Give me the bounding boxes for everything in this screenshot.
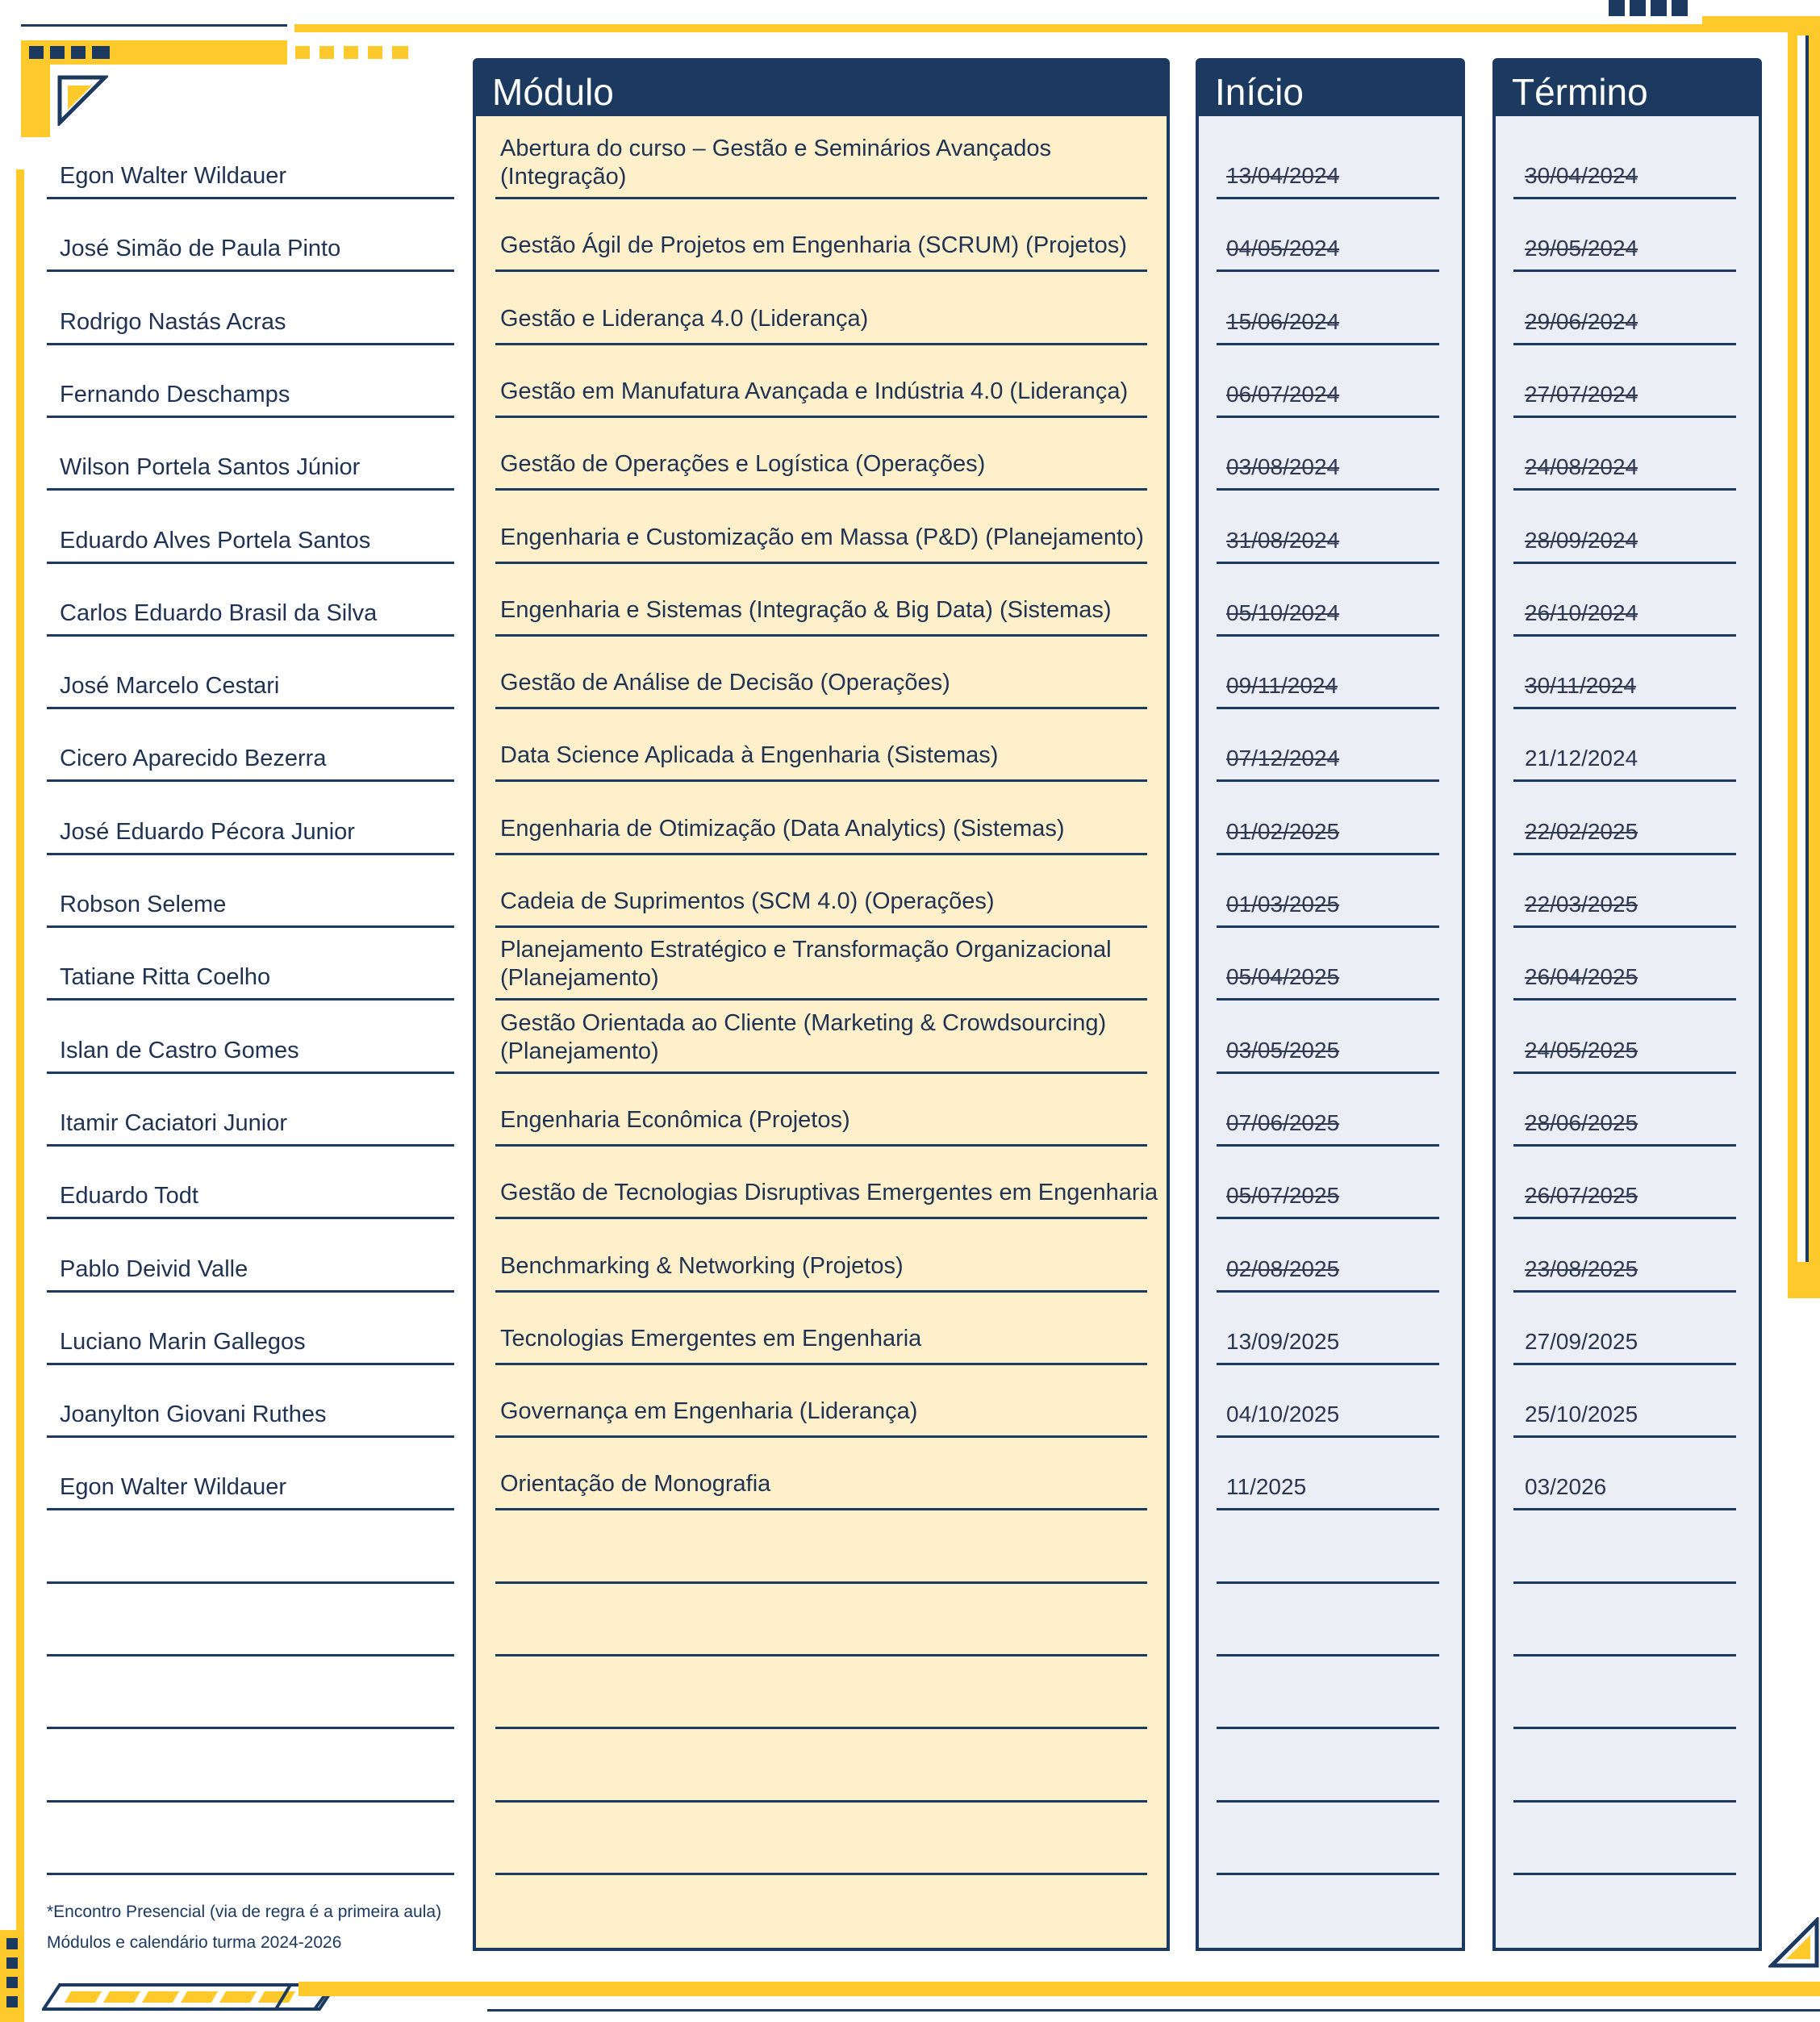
module-title: Governança em Engenharia (Liderança) (500, 1398, 918, 1424)
row-divider (1217, 707, 1439, 709)
row-divider (47, 562, 454, 564)
end-date: 30/04/2024 (1525, 163, 1638, 188)
row-divider (47, 925, 454, 928)
row-divider (1513, 1072, 1736, 1074)
row-divider (1513, 1363, 1736, 1365)
start-date: 06/07/2024 (1226, 382, 1340, 407)
frame-square (295, 46, 310, 59)
end-date: 22/03/2025 (1525, 892, 1638, 917)
professor-name: José Simão de Paula Pinto (60, 236, 341, 261)
frame-top-line (21, 24, 287, 27)
frame-square (50, 46, 65, 59)
module-title: Gestão em Manufatura Avançada e Indústria 4.0 (Liderança) (500, 378, 1129, 404)
end-date: 28/09/2024 (1525, 528, 1638, 553)
row-divider (495, 1072, 1147, 1074)
row-divider (47, 1363, 454, 1365)
professor-name: Fernando Deschamps (60, 382, 290, 407)
row-divider (495, 1144, 1147, 1147)
module-title-cont: (Planejamento) (500, 1038, 659, 1064)
module-title: Gestão de Análise de Decisão (Operações) (500, 670, 950, 696)
row-divider (47, 416, 454, 418)
row-divider (495, 269, 1147, 272)
row-divider (1513, 1290, 1736, 1293)
module-title: Gestão Ágil de Projetos em Engenharia (SCRUM) (Projetos) (500, 232, 1127, 258)
row-divider (1513, 1873, 1736, 1875)
end-date: 26/04/2025 (1525, 964, 1638, 989)
row-divider (47, 1727, 454, 1729)
module-title: Cadeia de Suprimentos (SCM 4.0) (Operações) (500, 888, 995, 914)
row-divider (1513, 1727, 1736, 1729)
frame-square (1630, 0, 1646, 16)
start-date: 05/04/2025 (1226, 964, 1340, 989)
start-date: 05/10/2024 (1226, 600, 1340, 625)
professor-name: Egon Walter Wildauer (60, 163, 286, 189)
modulo-header: Módulo (476, 61, 1167, 116)
row-divider (1513, 634, 1736, 637)
note-turma: Módulos e calendário turma 2024-2026 (47, 1933, 342, 1952)
row-divider (1217, 1144, 1439, 1147)
professor-name: Eduardo Todt (60, 1183, 198, 1209)
start-date: 31/08/2024 (1226, 528, 1340, 553)
professor-name: Rodrigo Nastás Acras (60, 309, 286, 335)
module-title: Tecnologias Emergentes em Engenharia (500, 1326, 922, 1351)
start-date: 02/08/2025 (1226, 1256, 1340, 1281)
module-title: Planejamento Estratégico e Transformação Organizacional (500, 937, 1112, 963)
module-title: Data Science Aplicada à Engenharia (Sistemas) (500, 742, 999, 768)
start-date: 15/06/2024 (1226, 309, 1340, 334)
row-divider (495, 416, 1147, 418)
row-divider (495, 343, 1147, 345)
module-title: Engenharia de Otimização (Data Analytics) (Sistemas) (500, 816, 1065, 842)
row-divider (1217, 1873, 1439, 1875)
professor-name: Pablo Deivid Valle (60, 1256, 248, 1282)
start-date: 09/11/2024 (1226, 673, 1338, 698)
professor-name: Tatiane Ritta Coelho (60, 964, 271, 990)
row-divider (47, 1873, 454, 1875)
frame-square (319, 46, 334, 59)
row-divider (1513, 343, 1736, 345)
end-date: 22/02/2025 (1525, 819, 1638, 844)
row-divider (47, 998, 454, 1001)
row-divider (47, 779, 454, 782)
professor-name: Wilson Portela Santos Júnior (60, 454, 361, 480)
end-date: 29/06/2024 (1525, 309, 1638, 334)
row-divider (47, 269, 454, 272)
row-divider (495, 562, 1147, 564)
row-divider (495, 1290, 1147, 1293)
row-divider (47, 853, 454, 855)
module-title: Gestão Orientada ao Cliente (Marketing & Crowdsourcing) (500, 1010, 1107, 1036)
module-title: Engenharia Econômica (Projetos) (500, 1107, 850, 1133)
row-divider (1217, 488, 1439, 491)
professor-name: Luciano Marin Gallegos (60, 1329, 306, 1355)
row-divider (1217, 925, 1439, 928)
row-divider (1513, 269, 1736, 272)
row-divider (495, 1873, 1147, 1875)
end-date: 25/10/2025 (1525, 1402, 1638, 1427)
row-divider (47, 488, 454, 491)
row-divider (1513, 1654, 1736, 1656)
termino-header: Término (1496, 61, 1759, 116)
row-divider (1513, 1800, 1736, 1803)
professor-name: Carlos Eduardo Brasil da Silva (60, 600, 378, 626)
row-divider (1217, 1654, 1439, 1656)
frame-bottom-bar (298, 1982, 1820, 1996)
frame-square (344, 46, 358, 59)
professor-name: Cicero Aparecido Bezerra (60, 746, 327, 771)
row-divider (1217, 1508, 1439, 1510)
start-date: 03/08/2024 (1226, 454, 1340, 479)
row-divider (1513, 488, 1736, 491)
row-divider (1513, 416, 1736, 418)
row-divider (47, 197, 454, 199)
frame-top-bar (294, 24, 1819, 32)
frame-square (92, 46, 110, 59)
frame-square (1651, 0, 1667, 16)
frame-square (6, 1977, 18, 1988)
start-date: 04/05/2024 (1226, 236, 1340, 261)
professor-name: Egon Walter Wildauer (60, 1474, 286, 1500)
row-divider (1513, 197, 1736, 199)
frame-left-bar (16, 169, 24, 1936)
row-divider (1513, 998, 1736, 1001)
professor-name: José Marcelo Cestari (60, 673, 280, 699)
row-divider (1217, 562, 1439, 564)
module-title: Engenharia e Sistemas (Integração & Big Data) (Sistemas) (500, 597, 1112, 623)
row-divider (495, 1363, 1147, 1365)
module-title-cont: (Planejamento) (500, 965, 659, 991)
end-date: 30/11/2024 (1525, 673, 1637, 698)
row-divider (1513, 1508, 1736, 1510)
row-divider (47, 634, 454, 637)
row-divider (1513, 779, 1736, 782)
row-divider (47, 1435, 454, 1438)
module-title: Gestão de Operações e Logística (Operações) (500, 451, 986, 477)
row-divider (495, 1217, 1147, 1219)
row-divider (1217, 1727, 1439, 1729)
professor-name: Joanylton Giovani Ruthes (60, 1402, 327, 1427)
row-divider (495, 925, 1147, 928)
frame-square (71, 46, 86, 59)
start-date: 04/10/2025 (1226, 1402, 1340, 1427)
start-date: 13/04/2024 (1226, 163, 1340, 188)
end-date: 23/08/2025 (1525, 1256, 1638, 1281)
frame-square (1672, 0, 1688, 16)
row-divider (495, 1727, 1147, 1729)
frame-square (6, 1957, 18, 1969)
module-title-cont: (Integração) (500, 164, 627, 190)
start-date: 07/06/2025 (1226, 1110, 1340, 1135)
row-divider (495, 1508, 1147, 1510)
modulo-column (473, 58, 1170, 1951)
termino-column (1492, 58, 1762, 1951)
triangle-corner-icon (1768, 1917, 1820, 1969)
row-divider (1513, 707, 1736, 709)
row-divider (1513, 925, 1736, 928)
row-divider (495, 779, 1147, 782)
frame-right-line (1805, 36, 1809, 1262)
row-divider (47, 707, 454, 709)
professor-name: Robson Seleme (60, 892, 227, 917)
row-divider (1513, 1581, 1736, 1584)
row-divider (1217, 634, 1439, 637)
row-divider (1217, 197, 1439, 199)
module-title: Gestão e Liderança 4.0 (Liderança) (500, 306, 869, 332)
row-divider (1217, 1363, 1439, 1365)
frame-square (368, 46, 382, 59)
frame-left-corner (21, 65, 50, 137)
module-title: Gestão de Tecnologias Disruptivas Emergentes em Engenharia (500, 1180, 1158, 1205)
end-date: 29/05/2024 (1525, 236, 1638, 261)
row-divider (1513, 1144, 1736, 1147)
start-date: 11/2025 (1226, 1474, 1307, 1499)
row-divider (495, 853, 1147, 855)
row-divider (47, 1290, 454, 1293)
row-divider (1217, 853, 1439, 855)
note-presencial: *Encontro Presencial (via de regra é a primeira aula) (47, 1903, 442, 1921)
start-date: 01/03/2025 (1226, 892, 1340, 917)
module-title: Engenharia e Customização em Massa (P&D) (Planejamento) (500, 524, 1144, 550)
frame-bottom-line (487, 2009, 1820, 2012)
start-date: 01/02/2025 (1226, 819, 1340, 844)
row-divider (47, 1800, 454, 1803)
frame-square (6, 1996, 18, 2007)
end-date: 24/05/2025 (1525, 1038, 1638, 1063)
module-title: Benchmarking & Networking (Projetos) (500, 1253, 904, 1279)
row-divider (495, 488, 1147, 491)
row-divider (47, 343, 454, 345)
start-date: 03/05/2025 (1226, 1038, 1340, 1063)
end-date: 24/08/2024 (1525, 454, 1638, 479)
row-divider (47, 1217, 454, 1219)
row-divider (1217, 1800, 1439, 1803)
inicio-column (1196, 58, 1465, 1951)
end-date: 26/07/2025 (1525, 1183, 1638, 1208)
row-divider (495, 1654, 1147, 1656)
row-divider (1217, 1435, 1439, 1438)
start-date: 07/12/2024 (1226, 746, 1340, 771)
row-divider (1217, 416, 1439, 418)
row-divider (47, 1072, 454, 1074)
frame-square (6, 1938, 18, 1949)
inicio-header: Início (1199, 61, 1462, 116)
row-divider (47, 1654, 454, 1656)
professor-name: Eduardo Alves Portela Santos (60, 528, 371, 554)
professor-name: José Eduardo Pécora Junior (60, 819, 355, 845)
row-divider (495, 634, 1147, 637)
frame-square (392, 46, 408, 59)
row-divider (1513, 562, 1736, 564)
row-divider (47, 1581, 454, 1584)
row-divider (495, 1800, 1147, 1803)
end-date: 27/07/2024 (1525, 382, 1638, 407)
row-divider (47, 1508, 454, 1510)
professor-name: Itamir Caciatori Junior (60, 1110, 288, 1136)
row-divider (495, 707, 1147, 709)
professor-name: Islan de Castro Gomes (60, 1038, 299, 1063)
row-divider (495, 1435, 1147, 1438)
frame-right-top (1702, 16, 1820, 27)
module-title: Abertura do curso – Gestão e Seminários Avançados (500, 136, 1051, 161)
row-divider (495, 197, 1147, 199)
row-divider (495, 998, 1147, 1001)
module-title: Orientação de Monografia (500, 1471, 771, 1497)
end-date: 28/06/2025 (1525, 1110, 1638, 1135)
row-divider (1217, 1581, 1439, 1584)
row-divider (1513, 853, 1736, 855)
row-divider (495, 1581, 1147, 1584)
start-date: 05/07/2025 (1226, 1183, 1340, 1208)
end-date: 21/12/2024 (1525, 746, 1638, 771)
row-divider (47, 1144, 454, 1147)
start-date: 13/09/2025 (1226, 1329, 1340, 1354)
frame-square (29, 46, 44, 59)
row-divider (1217, 269, 1439, 272)
row-divider (1217, 1072, 1439, 1074)
row-divider (1217, 343, 1439, 345)
row-divider (1513, 1435, 1736, 1438)
end-date: 03/2026 (1525, 1474, 1607, 1499)
row-divider (1217, 1290, 1439, 1293)
end-date: 26/10/2024 (1525, 600, 1638, 625)
triangle-logo-icon (56, 74, 108, 126)
frame-square (1609, 0, 1625, 16)
end-date: 27/09/2025 (1525, 1329, 1638, 1354)
row-divider (1217, 1217, 1439, 1219)
row-divider (1217, 779, 1439, 782)
row-divider (1217, 998, 1439, 1001)
row-divider (1513, 1217, 1736, 1219)
